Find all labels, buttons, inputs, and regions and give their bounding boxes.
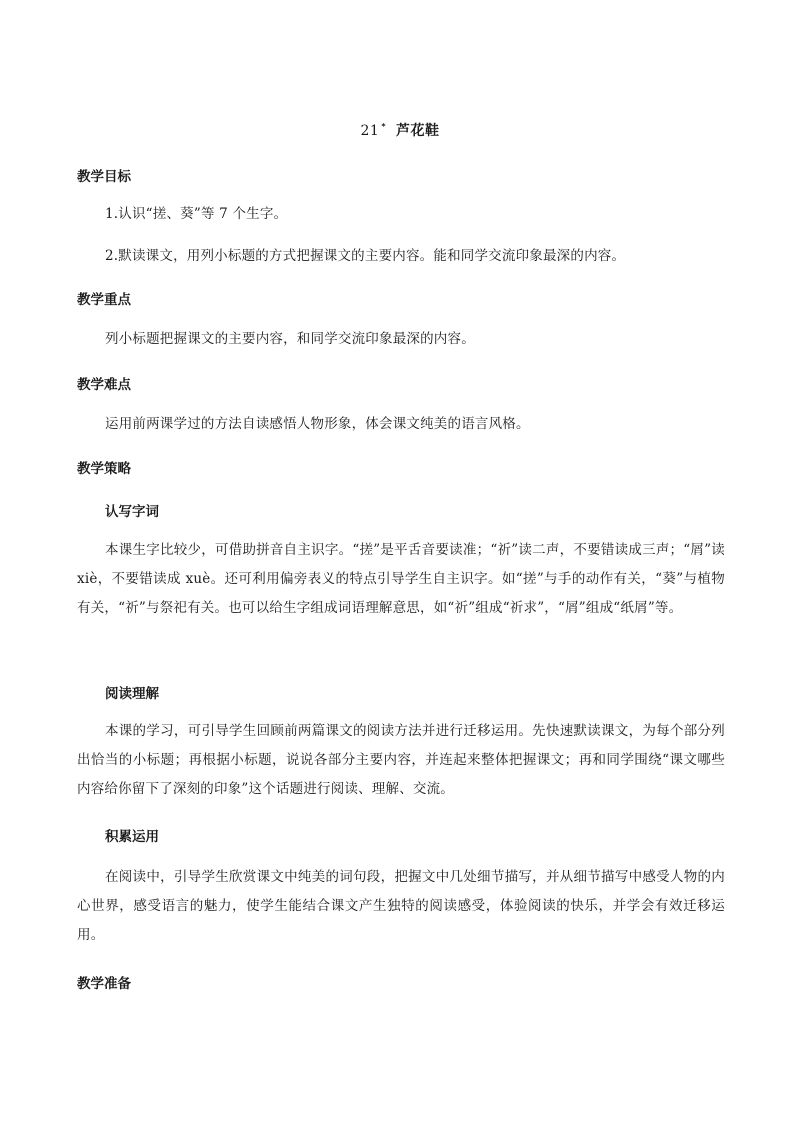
lesson-title-text: 芦花鞋 xyxy=(396,123,440,139)
heading-teaching-goals: 教学目标 xyxy=(77,169,131,185)
subheading-vocab: 认写字词 xyxy=(105,504,159,520)
subheading-application: 积累运用 xyxy=(105,829,159,845)
key-points-text: 列小标题把握课文的主要内容，和同学交流印象最深的内容。 xyxy=(105,331,475,347)
goal-item-1: 1.认识“搓、葵”等 7 个生字。 xyxy=(105,206,288,222)
subheading-reading: 阅读理解 xyxy=(105,686,159,702)
heading-strategies: 教学策略 xyxy=(77,461,131,477)
difficulties-text: 运用前两课学过的方法自读感悟人物形象，体会课文纯美的语言风格。 xyxy=(105,416,530,432)
heading-difficulties: 教学难点 xyxy=(77,377,131,393)
lesson-title xyxy=(0,120,800,140)
vocab-text: 本课生字比较少，可借助拼音自主识字。“搓”是平舌音要读准；“祈”读二声，不要错读成三声；“屑”读 xiè，不要错读成 xuè。还可利用偏旁表义的特点引导学生自主识字。如“搓”与手的动作有关，“葵”与植物有关，“祈”与祭祀有关。也可以给生字组成词语理解意思，如“祈”组成“祈求”，“屑”组成“纸屑”等。 xyxy=(77,542,725,616)
reading-text: 本课的学习，可引导学生回顾前两篇课文的阅读方法并进行迁移运用。先快速默读课文，为每个部分列出恰当的小标题；再根据小标题，说说各部分主要内容，并连起来整体把握课文；再和同学围绕“课文哪些内容给你留下了深刻的印象”这个话题进行阅读、理解、交流。 xyxy=(77,723,725,797)
lesson-mark: * xyxy=(381,122,386,132)
lesson-number: 21 xyxy=(360,123,380,139)
heading-preparation: 教学准备 xyxy=(77,976,131,992)
heading-key-points: 教学重点 xyxy=(77,292,131,308)
application-text: 在阅读中，引导学生欣赏课文中纯美的词句段，把握文中几处细节描写，并从细节描写中感受人物的内心世界，感受语言的魅力，使学生能结合课文产生独特的阅读感受，体验阅读的快乐，并学会有效迁移运用。 xyxy=(77,869,725,943)
goal-item-2: 2.默读课文，用列小标题的方式把握课文的主要内容。能和同学交流印象最深的内容。 xyxy=(105,248,626,264)
